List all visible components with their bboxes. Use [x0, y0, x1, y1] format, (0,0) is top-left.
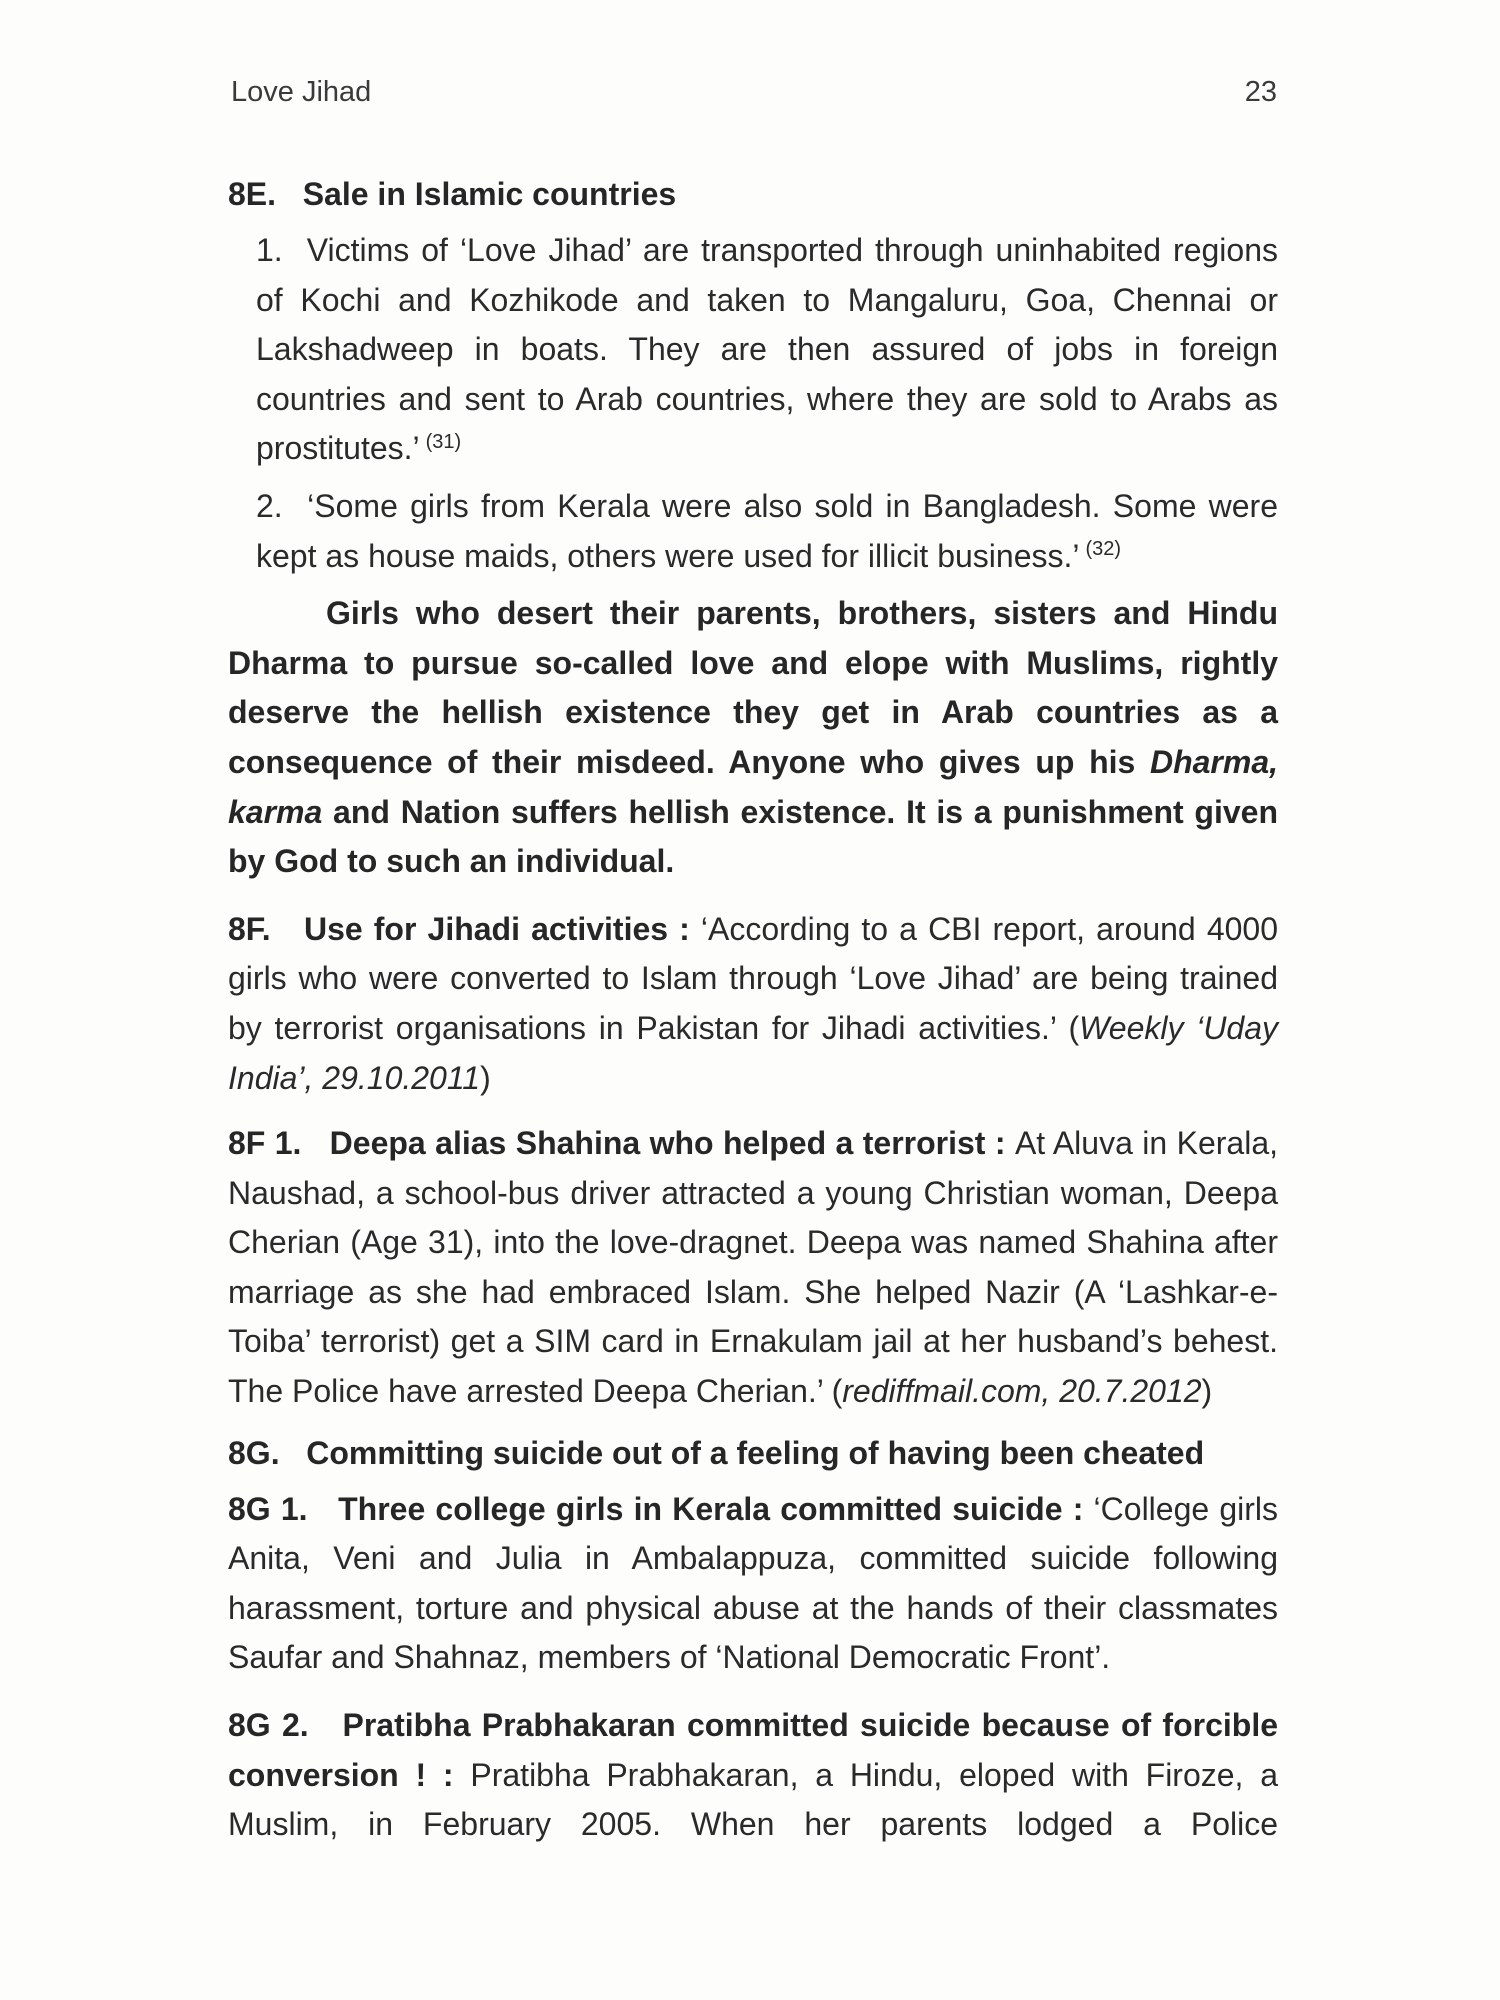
- separator: :: [426, 1756, 471, 1793]
- editorial-bold-paragraph: [228, 589, 1278, 887]
- section-8g2-label: 8G 2. Pratibha Prabhakaran committed suicide because of forcible conversion !: [228, 1707, 1278, 1793]
- section-8f1-paragraph: 8F 1. Deepa alias Shahina who helped a terrorist : At Aluva in Kerala, Naushad, a school-bus driver attracted a young Christian woman, Deepa Cherian (Age 31), into the love-dragnet. Deepa was named Shahina after marriage as she had embraced Islam. She helped Nazir (A ‘Lashkar-e-Toiba’ terrorist) get a SIM card in Ernakulam jail at her husband’s behest. The Police have arrested Deepa Cherian.’ (rediffmail.com, 20.7.2012): [228, 1125, 1279, 1410]
- section-8f-label: 8F. Use for Jihadi activities: [228, 910, 669, 947]
- bold-text-part-2: and Nation suffers hellish existence. It is a punishment given by God to such an individual.: [228, 793, 1278, 880]
- separator: :: [985, 1125, 1015, 1162]
- page-number: 23: [1244, 76, 1277, 108]
- section-8e-heading: 8E. Sale in Islamic countries: [228, 176, 677, 212]
- section-8e-point-1: [228, 226, 1278, 474]
- page-header: [231, 76, 1277, 116]
- section-8g1-paragraph: [228, 1485, 1278, 1683]
- point-1-text: 1. Victims of ‘Love Jihad’ are transported through uninhabited regions of Kochi and Kozhikode and taken to Mangaluru, Goa, Chennai or Lakshadweep in boats. They are then assured of jobs in foreign countries and sent to Arab countries, where they are sold to Arabs as prostitutes.’: [256, 232, 1278, 467]
- section-8g-heading: 8G. Committing suicide out of a feeling of having been cheated: [228, 1434, 1205, 1471]
- bold-text-part-1: Girls who desert their parents, brothers, sisters and Hindu Dharma to pursue so-called love and elope with Muslims, rightly deserve the hellish existence they get in Arab countries as a consequence of their misdeed. Anyone who gives up his: [228, 595, 1278, 780]
- separator: :: [1062, 1490, 1094, 1527]
- section-8f1-text: At Aluva in Kerala, Naushad, a school-bus driver attracted a young Christian woman, Deepa Cherian (Age 31), into the love-dragnet. Deepa was named Shahina after marriage as she had embraced Islam. She helped Nazir (A ‘Lashkar-e-Toiba’ terrorist) get a SIM card in Ernakulam jail at her husband’s behest. The Police have arrested Deepa Cherian.’: [228, 1125, 1279, 1410]
- term-dharma: Dharma,: [1149, 743, 1279, 780]
- section-8f-paragraph: 8F. Use for Jihadi activities : ‘According to a CBI report, around 4000 girls who were converted to Islam through ‘Love Jihad’ are being trained by terrorist organisations in Pakistan for Jihadi activities.’ (Weekly ‘Uday India’, 29.10.2011): [228, 910, 1279, 1096]
- point-2-text: 2. ‘Some girls from Kerala were also sold in Bangladesh. Some were kept as house maids, others were used for illicit business.’: [256, 487, 1278, 574]
- running-title: Love Jihad: [231, 76, 372, 108]
- footnote-ref-32: (32): [1085, 537, 1122, 560]
- section-8f-text: ‘According to a CBI report, around 4000 girls who were converted to Islam through ‘Love Jihad’ are being trained by terrorist organisations in Pakistan for Jihadi activities.’: [228, 910, 1278, 1046]
- separator: :: [668, 910, 701, 947]
- section-8f1-source: rediffmail.com, 20.7.2012: [842, 1373, 1202, 1410]
- section-8f-source: Weekly ‘Uday India’, 29.10.2011: [228, 1009, 1279, 1096]
- term-karma: karma: [228, 793, 323, 830]
- section-8g2-paragraph: [228, 1701, 1278, 1850]
- section-8g2-text: Pratibha Prabhakaran, a Hindu, eloped with Firoze, a Muslim, in February 2005. When her parents lodged a Police: [228, 1756, 1279, 1843]
- section-8e-point-2: [228, 482, 1278, 581]
- page-body: [228, 172, 1278, 1850]
- section-8f1-label: 8F 1. Deepa alias Shahina who helped a terrorist: [228, 1125, 986, 1162]
- footnote-ref-31: (31): [425, 430, 462, 453]
- section-8g1-label: 8G 1. Three college girls in Kerala committed suicide: [228, 1490, 1063, 1527]
- section-8g1-text: ‘College girls Anita, Veni and Julia in Ambalappuza, committed suicide following harassment, torture and physical abuse at the hands of their classmates Saufar and Shahnaz, members of ‘National Democratic Front’.: [228, 1490, 1279, 1676]
